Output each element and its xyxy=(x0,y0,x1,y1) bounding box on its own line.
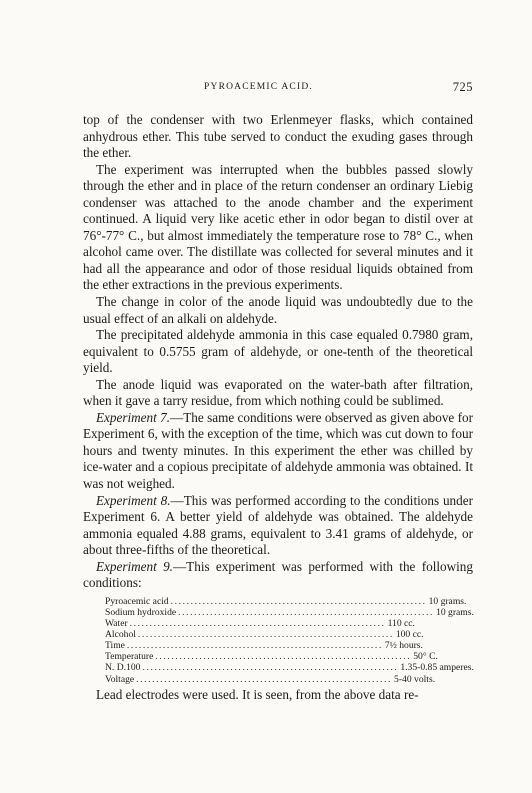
experiment-paragraph xyxy=(83,559,473,592)
condition-row xyxy=(105,662,474,674)
condition-value: 110 cc. xyxy=(387,618,415,630)
experiment-text: —The same conditions were observed as given above for Experiment 6, with the exception of the time, which was cut down to four hours and twenty minutes. In this experiment the ether was chilled by ice-water and a copious precipitate of aldehyde ammonia was obtained. It was not weighed. xyxy=(83,409,474,492)
condition-row xyxy=(105,606,474,618)
page-header xyxy=(0,82,517,98)
experiment-heading: Experiment 8. xyxy=(96,492,171,508)
condition-row xyxy=(105,651,438,663)
experiment-text: —This was performed according to the conditions under Experiment 6. A better yield of aldehyde was obtained. The aldehyde ammonia equaled 4.88 grams, equivalent to 3.41 grams of aldehyde, or about three-fifths of the theoretical. xyxy=(83,492,473,558)
dot-leader: ................................................................ xyxy=(170,595,427,607)
experiment-paragraph xyxy=(83,493,473,559)
body-text xyxy=(83,112,473,703)
page-number: 725 xyxy=(452,80,473,94)
dot-leader: ................................................................ xyxy=(178,606,435,618)
paragraph: Lead electrodes were used. It is seen, from the above data re- xyxy=(96,686,419,702)
condition-value: 10 grams. xyxy=(428,595,467,607)
condition-value: 100 cc. xyxy=(395,629,424,641)
experiment-heading: Experiment 7. xyxy=(96,409,171,425)
dot-leader: ................................................................ xyxy=(142,662,399,674)
condition-label: Sodium hydroxide xyxy=(105,606,177,618)
condition-label: Time xyxy=(105,640,125,652)
condition-row xyxy=(105,674,435,685)
dot-leader: ................................................................ xyxy=(126,640,383,652)
paragraph: The precipitated aldehyde ammonia in this case equaled 0.7980 gram, equivalent to 0.5755 gram of aldehyde, or one-tenth of the theoretical yield. xyxy=(83,327,473,376)
running-title: PYROACEMIC ACID. xyxy=(204,82,313,92)
condition-row xyxy=(105,629,435,640)
dot-leader: ................................................................ xyxy=(136,673,393,685)
paragraph: The change in color of the anode liquid was undoubtedly due to the usual effect of an alkali on aldehyde. xyxy=(83,294,473,326)
condition-label: Alcohol xyxy=(105,629,136,641)
condition-value: 5-40 volts. xyxy=(394,673,436,685)
conditions-table xyxy=(105,595,474,685)
condition-label: N. D.100 xyxy=(105,662,141,674)
dot-leader: ................................................................ xyxy=(137,629,394,641)
dot-leader: ................................................................ xyxy=(129,618,386,630)
experiment-heading: Experiment 9. xyxy=(96,558,173,574)
condition-label: Pyroacemic acid xyxy=(105,595,169,607)
condition-value: 1.35-0.85 amperes. xyxy=(400,662,474,674)
dot-leader: ................................................................ xyxy=(155,651,412,663)
condition-label: Water xyxy=(105,618,128,630)
condition-row xyxy=(105,618,435,629)
experiment-paragraph xyxy=(83,410,473,493)
condition-value: 7½ hours. xyxy=(384,640,423,652)
condition-row xyxy=(105,640,435,651)
condition-label: Temperature xyxy=(105,651,154,663)
condition-value: 10 grams. xyxy=(436,606,474,618)
condition-value: 50° C. xyxy=(413,651,438,663)
condition-label: Voltage xyxy=(105,673,135,685)
paragraph: The anode liquid was evaporated on the water-bath after filtration, when it gave a tarry residue, from which nothing could be sublimed. xyxy=(83,376,473,409)
paragraph: top of the condenser with two Erlenmeyer flasks, which contained anhydrous ether. This tube served to conduct the exuding gases through the ether. xyxy=(83,112,473,161)
paragraph: The experiment was interrupted when the bubbles passed slowly through the ether and in place of the return condenser an ordinary Liebig condenser was attached to the anode chamber and the experiment continued. A liquid very like acetic ether in odor began to distil over at 76°-77° C., but almost immediately the temperature rose to 78° C., when alcohol came over. The distillate was collected for several minutes and it had all the appearance and odor of those residual liquids obtained from the ether extractions in the previous experiments. xyxy=(83,161,473,293)
experiment-text: —This experiment was performed with the following conditions: xyxy=(83,558,473,591)
condition-row xyxy=(105,595,467,607)
